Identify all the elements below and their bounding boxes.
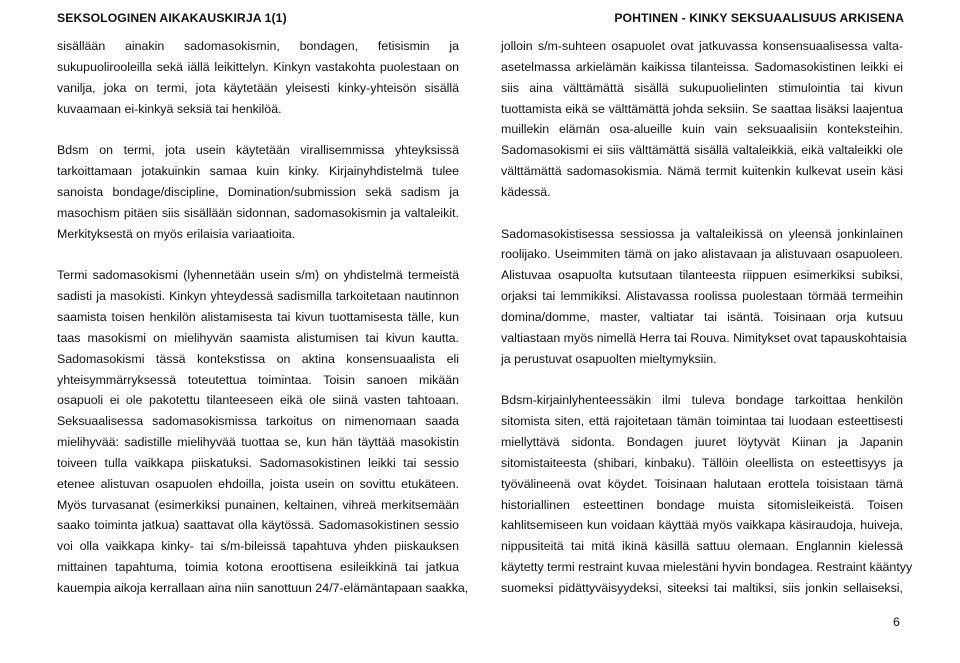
paragraph bbox=[57, 140, 459, 244]
paragraph bbox=[501, 390, 913, 598]
text-line: sukupuolirooleilla sekä iällä leikittelyn. Kinkyn vastakohta puolestaan on bbox=[57, 59, 459, 74]
text-line: miellyttävä sidonta. Bondagen juuret löytyvät Kiinan ja Japanin bbox=[501, 435, 903, 450]
text-line: voi olla vaikkapa kinky- tai s/m-bileissä tapahtuva yhden piiskauksen bbox=[57, 539, 459, 554]
text-line: vanilja, joka on termi, jota käytetään yleisesti kinky-yhteisön sisällä bbox=[57, 80, 459, 95]
article-running-head: POHTINEN - KINKY SEKSUAALISUUS ARKISENA bbox=[614, 11, 904, 25]
text-line: valtiastaan myös nimellä Herra tai Rouva. Nimitykset ovat tapauskohtaisia bbox=[501, 330, 907, 345]
text-line: Bdsm-kirjainlyhenteessäkin ilmi tuleva bondage tarkoittaa henkilön bbox=[501, 393, 903, 408]
text-line: taas masokismi on mielihyvän saamista alistumisen tai kivun kautta. bbox=[57, 330, 459, 345]
text-line: historiallinen esteettinen bondage muista sitomisleikeistä. Toisen bbox=[501, 497, 903, 512]
text-line: sitomistaiteesta (shibari, kinbaku). Tällöin oleellista on esteettisyys ja bbox=[501, 455, 903, 470]
paragraph bbox=[57, 265, 469, 599]
right-text-column bbox=[501, 36, 913, 599]
text-line: mielihyvää: sadistille mielihyvää tuottaa se, kun hän täyttää masokistin bbox=[57, 435, 459, 450]
text-line: roolijako. Useimmiten tämä on jako alistavaan ja alistuvaan osapuoleen. bbox=[501, 247, 903, 262]
text-line: Bdsm on termi, jota usein käytetään virallisemmissa yhteyksissä bbox=[57, 143, 459, 158]
text-line: tarkoittamaan jotakuinkin samaa kuin kinky. Kirjainyhdistelmä tulee bbox=[57, 164, 459, 179]
text-line: Seksuaalisessa sadomasokismissa tarkoitus on nimenomaan saada bbox=[57, 414, 459, 429]
text-line: välttämättä sadomasokismia. Nämä termit kuitenkin kulkevat usein käsi bbox=[501, 164, 903, 179]
text-line: Alistuvaa osapuolta kutsutaan tilanteesta riippuen esimerkiksi subiksi, bbox=[501, 268, 903, 283]
text-line: käytetty termi restraint kuvaa mielestäni hyvin bondagea. Restraint kääntyy bbox=[501, 560, 913, 575]
text-line: asetelmassa arkielämän kaikissa tilanteissa. Sadomasokistinen leikki ei bbox=[501, 59, 903, 74]
text-line: muillekin elämän osa-alueille kuin vain seksuaalisiin konteksteihin. bbox=[501, 122, 903, 137]
journal-title: SEKSOLOGINEN AIKAKAUSKIRJA 1(1) bbox=[57, 11, 287, 25]
paragraph bbox=[501, 224, 907, 370]
text-line: osapuoli ei ole pakotettu tilanteeseen eikä ole siinä vasten tahtoaan. bbox=[57, 393, 459, 408]
text-line: siis aina välttämättä sisällä sukupuolielinten stimulointia tai kivun bbox=[501, 80, 903, 95]
text-line: sanoista bondage/discipline, Domination/submission sekä sadism ja bbox=[57, 184, 459, 199]
text-line: suomeksi pidättyväisyydeksi, siteeksi tai maltiksi, siis jonkin sellaiseksi, bbox=[501, 580, 903, 595]
text-line: kädessä. bbox=[501, 184, 551, 199]
text-line: Sadomasokismi tässä kontekstissa on aktina konsensuaalista eli bbox=[57, 351, 459, 366]
text-line: saamista toisen henkilön alistamisesta tai kivun tuottamisesta tälle, kun bbox=[57, 309, 459, 324]
text-line: jolloin s/m-suhteen osapuolet ovat jatkuvassa konsensuaalisessa valta- bbox=[501, 39, 903, 53]
text-line: toiveen tulla vaikkapa piiskatuksi. Sadomasokistinen leikki tai sessio bbox=[57, 455, 459, 470]
text-line: kauempia aikoja kerrallaan aina niin sanottuun 24/7-elämäntapaan saakka, bbox=[57, 580, 469, 595]
text-line: tuottamista eikä se välttämättä johda seksiin. Se saattaa lisäksi laajentua bbox=[501, 101, 903, 116]
left-text-column bbox=[57, 36, 469, 599]
page-number: 6 bbox=[893, 615, 900, 629]
text-line: mittainen tapahtuma, toimia kotona eroottisena esileikkinä tai jatkua bbox=[57, 560, 459, 575]
text-line: saako toiminta jatkua) saattavat olla käytössä. Sadomasokistinen sessio bbox=[57, 518, 459, 533]
text-line: sadisti ja masokisti. Kinkyn yhteydessä sadismilla tarkoitetaan nautinnon bbox=[57, 289, 459, 304]
text-line: Sadomasokistisessa sessiossa ja valtaleikissä on yleensä jonkinlainen bbox=[501, 226, 903, 241]
text-line: kuvaamaan ei-kinkyä seksiä tai henkilöä. bbox=[57, 101, 282, 116]
text-line: Myös turvasanat (esimerkiksi punainen, keltainen, vihreä merkitsemään bbox=[57, 497, 459, 512]
text-line: ja perustuvat osapuolten mieltymyksiin. bbox=[501, 351, 717, 366]
text-line: Sadomasokismi ei siis välttämättä sisällä valtaleikkiä, eikä valtaleikki ole bbox=[501, 143, 903, 158]
text-line: Merkityksestä on myös erilaisia variaatioita. bbox=[57, 226, 296, 241]
text-line: työvälineenä ovat köydet. Toisinaan halutaan erottela toisistaan tämä bbox=[501, 476, 903, 491]
text-line: masochism pitäen siis sisällään sidonnan, sadomasokismin ja valtaleikit. bbox=[57, 205, 459, 220]
paragraph bbox=[501, 36, 903, 203]
text-line: Termi sadomasokismi (lyhennetään usein s/m) on yhdistelmä termeistä bbox=[57, 268, 459, 283]
text-line: orjaksi tai lemmikiksi. Alistavassa roolissa puolestaan törmää termeihin bbox=[501, 289, 903, 304]
text-line: sitomista siten, että rajoitetaan tämän toimintaa tai luodaan esteettisesti bbox=[501, 414, 903, 429]
text-line: sisällään ainakin sadomasokismin, bondagen, fetisismin ja bbox=[57, 39, 459, 53]
text-line: nippusiteitä tai mitä ikinä käsillä sattuu olemaan. Englannin kielessä bbox=[501, 539, 903, 554]
text-line: kahlitsemiseen kun voidaan käyttää myös vaikkapa käsiraudoja, huiveja, bbox=[501, 518, 903, 533]
text-line: etenee alistuvan osapuolen ehdoilla, joista usein on sovittu etukäteen. bbox=[57, 476, 459, 491]
text-line: domina/domme, master, valtiatar tai isäntä. Toisinaan orja kutsuu bbox=[501, 309, 903, 324]
paragraph bbox=[57, 36, 459, 119]
text-line: yhteisymmärryksessä toteutettua toimintaa. Toisin sanoen mikään bbox=[57, 372, 459, 387]
